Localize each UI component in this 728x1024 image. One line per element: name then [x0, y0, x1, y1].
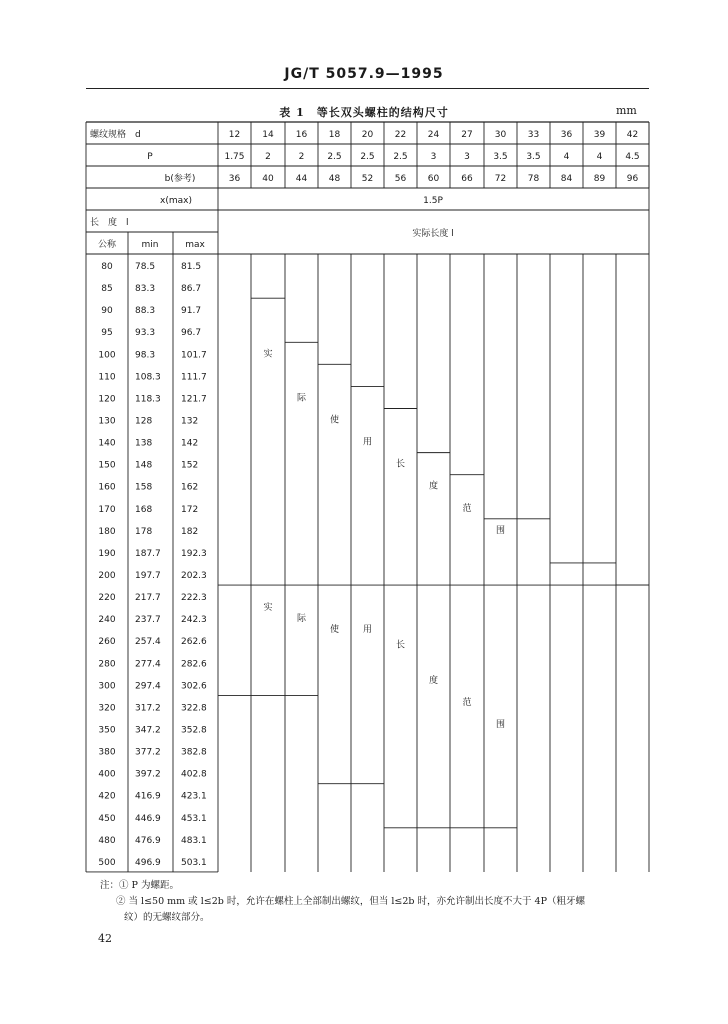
row-nominal: 320 [98, 703, 116, 714]
row-min: 197.7 [135, 570, 161, 581]
pitch-value: 3.5 [526, 152, 541, 162]
pitch-value: 2.5 [327, 152, 342, 162]
range-char-upper: 长 [395, 459, 406, 470]
row-nominal: 130 [98, 416, 116, 427]
row-min: 297.4 [135, 681, 161, 692]
row-nominal: 100 [98, 350, 116, 361]
row-nominal: 260 [98, 637, 116, 648]
row-nominal: 150 [98, 460, 116, 471]
row-max: 202.3 [181, 570, 207, 581]
pitch-value: 2.5 [360, 152, 375, 162]
row-min: 476.9 [135, 835, 161, 846]
range-char-upper: 用 [362, 437, 373, 448]
range-char-upper: 度 [428, 481, 439, 492]
b-label: b(参考) [164, 174, 196, 184]
range-char-upper: 围 [495, 525, 506, 536]
page-number: 42 [98, 932, 112, 945]
thread-size-value: 20 [361, 130, 374, 140]
row-nominal: 110 [98, 372, 116, 383]
row-nominal: 140 [98, 438, 116, 449]
b-value: 40 [262, 174, 274, 184]
row-nominal: 500 [98, 857, 116, 868]
row-min: 108.3 [135, 372, 161, 383]
row-min: 397.2 [135, 769, 161, 780]
b-value: 52 [361, 174, 374, 184]
thread-size-value: 42 [626, 130, 639, 140]
range-char-upper: 范 [462, 503, 472, 514]
row-max: 96.7 [181, 328, 202, 339]
range-char-lower: 际 [296, 614, 307, 625]
range-char-lower: 围 [495, 720, 506, 731]
row-nominal: 95 [101, 328, 113, 339]
row-nominal: 120 [98, 394, 116, 405]
thread-size-value: 22 [394, 130, 407, 140]
row-min: 93.3 [135, 328, 156, 339]
row-max: 192.3 [181, 548, 207, 559]
pitch-value: 3 [464, 152, 470, 162]
x-label: x(max) [160, 196, 192, 206]
row-min: 138 [135, 438, 153, 449]
row-max: 142 [181, 438, 199, 449]
row-min: 446.9 [135, 813, 161, 824]
b-value: 44 [295, 174, 308, 184]
table-title: 表 1 等长双头螺柱的结构尺寸 [279, 106, 449, 119]
row-min: 257.4 [135, 637, 161, 648]
table-unit: mm [616, 104, 637, 117]
row-nominal: 200 [98, 570, 116, 581]
standard-code: JG/T 5057.9—1995 [284, 66, 444, 82]
range-char-upper: 际 [296, 393, 307, 404]
row-max: 111.7 [181, 372, 207, 383]
thread-size-value: 16 [295, 130, 308, 140]
row-min: 128 [135, 416, 153, 427]
range-char-lower: 实 [263, 603, 273, 614]
thread-size-value: 30 [494, 130, 507, 140]
row-nominal: 85 [101, 284, 113, 295]
pitch-value: 4 [563, 152, 570, 162]
row-nominal: 380 [98, 747, 116, 758]
col-nominal-label: 公称 [97, 240, 117, 250]
note-2-continued: 纹）的无螺纹部分。 [124, 912, 210, 923]
b-value: 48 [328, 174, 341, 184]
row-nominal: 280 [98, 659, 116, 670]
row-min: 187.7 [135, 548, 161, 559]
range-char-lower: 使 [329, 625, 340, 636]
range-char-lower: 用 [362, 625, 373, 636]
thread-size-value: 18 [328, 130, 341, 140]
row-nominal: 300 [98, 681, 116, 692]
range-char-lower: 范 [462, 698, 472, 709]
row-max: 86.7 [181, 284, 202, 295]
range-char-lower: 度 [428, 675, 439, 686]
b-value: 72 [494, 174, 507, 184]
row-min: 317.2 [135, 703, 161, 714]
thread-size-value: 33 [527, 130, 540, 140]
row-min: 347.2 [135, 725, 161, 736]
row-max: 402.8 [181, 769, 207, 780]
pitch-value: 4 [596, 152, 603, 162]
row-max: 262.6 [181, 637, 207, 648]
row-nominal: 80 [101, 262, 113, 272]
length-label: 长 度 l [90, 218, 129, 228]
b-value: 56 [394, 174, 407, 184]
row-nominal: 220 [98, 593, 116, 604]
col-max-label: max [185, 240, 205, 250]
thread-size-value: 27 [461, 130, 473, 140]
row-max: 101.7 [181, 350, 207, 361]
thread-size-label: 螺纹规格 d [90, 130, 141, 140]
b-value: 36 [228, 174, 241, 184]
row-min: 237.7 [135, 615, 161, 626]
row-min: 148 [135, 460, 153, 471]
row-max: 282.6 [181, 659, 207, 670]
row-min: 118.3 [135, 394, 161, 405]
actual-length-label: 实际长度 l [412, 229, 454, 239]
row-max: 121.7 [181, 394, 207, 405]
note-prefix: 注： [100, 880, 120, 891]
row-nominal: 190 [98, 548, 116, 559]
row-min: 496.9 [135, 857, 161, 868]
pitch-value: 1.75 [224, 152, 245, 162]
row-min: 158 [135, 482, 153, 493]
range-char-lower: 长 [395, 640, 406, 651]
b-value: 78 [527, 174, 540, 184]
thread-size-value: 14 [262, 130, 274, 140]
row-nominal: 240 [98, 615, 116, 626]
row-max: 423.1 [181, 791, 207, 802]
row-nominal: 350 [98, 725, 116, 736]
note-2: ② 当 l≤50 mm 或 l≤2b 时，允许在螺柱上全部制出螺纹，但当 l≤2b 时，亦允许制出长度不大于 4P（粗牙螺 [116, 896, 585, 907]
row-min: 168 [135, 504, 153, 515]
b-value: 66 [461, 174, 473, 184]
row-min: 88.3 [135, 306, 156, 317]
row-max: 81.5 [181, 262, 202, 272]
row-max: 132 [181, 416, 199, 427]
row-max: 91.7 [181, 306, 202, 317]
col-min-label: min [141, 240, 159, 250]
thread-size-value: 12 [228, 130, 241, 140]
range-char-upper: 实 [263, 349, 273, 360]
b-value: 89 [593, 174, 606, 184]
row-max: 152 [181, 460, 199, 471]
row-nominal: 480 [98, 835, 116, 846]
row-max: 382.8 [181, 747, 207, 758]
note-1-text: ① P 为螺距。 [119, 880, 179, 891]
b-value: 96 [626, 174, 639, 184]
pitch-value: 4.5 [625, 152, 640, 162]
thread-size-value: 24 [427, 130, 440, 140]
row-nominal: 450 [98, 813, 116, 824]
row-max: 302.6 [181, 681, 207, 692]
row-min: 178 [135, 526, 153, 537]
row-min: 416.9 [135, 791, 161, 802]
row-min: 78.5 [135, 262, 156, 272]
note-1 [100, 878, 179, 893]
pitch-label: P [147, 152, 153, 162]
range-char-upper: 使 [329, 415, 340, 426]
row-max: 483.1 [181, 835, 207, 846]
x-value: 1.5P [423, 196, 443, 206]
b-value: 84 [560, 174, 573, 184]
pitch-value: 2 [298, 152, 305, 162]
thread-size-value: 36 [560, 130, 573, 140]
row-nominal: 170 [98, 504, 116, 515]
row-max: 162 [181, 482, 199, 493]
row-nominal: 400 [98, 769, 116, 780]
pitch-value: 2.5 [393, 152, 408, 162]
pitch-value: 3.5 [493, 152, 508, 162]
row-max: 222.3 [181, 593, 207, 604]
row-max: 453.1 [181, 813, 207, 824]
row-min: 83.3 [135, 284, 156, 295]
row-max: 322.8 [181, 703, 207, 714]
row-max: 182 [181, 526, 199, 537]
row-min: 217.7 [135, 593, 161, 604]
row-min: 377.2 [135, 747, 161, 758]
row-min: 277.4 [135, 659, 161, 670]
row-max: 172 [181, 504, 199, 515]
b-value: 60 [427, 174, 440, 184]
row-nominal: 160 [98, 482, 116, 493]
pitch-value: 3 [430, 152, 437, 162]
row-nominal: 90 [101, 306, 113, 317]
row-max: 242.3 [181, 615, 207, 626]
row-max: 503.1 [181, 857, 207, 868]
pitch-value: 2 [265, 152, 271, 162]
row-nominal: 420 [98, 791, 116, 802]
row-min: 98.3 [135, 350, 156, 361]
row-max: 352.8 [181, 725, 207, 736]
row-nominal: 180 [98, 526, 116, 537]
thread-size-value: 39 [593, 130, 606, 140]
